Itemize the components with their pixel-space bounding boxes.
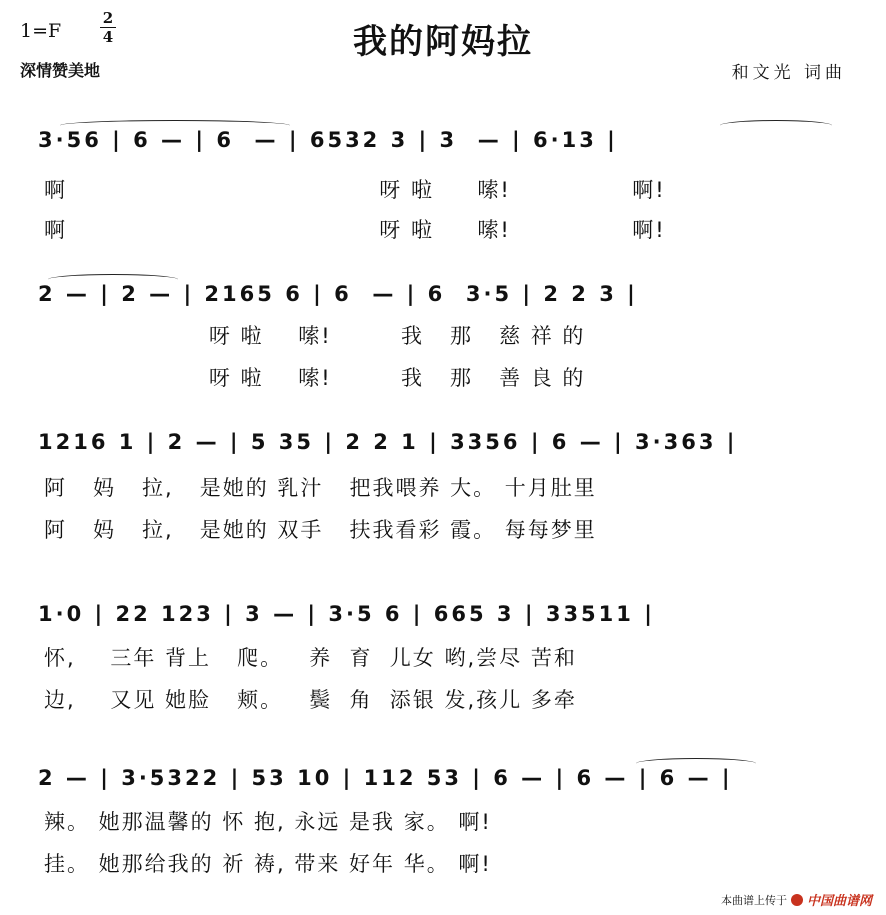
score-line-2 [0,282,886,322]
expression-mark: 深情赞美地 [20,61,101,80]
lyric-1-verse-1: 啊 呀 啦 嗦! 啊! [44,178,666,202]
meter-top: 2 [102,9,114,27]
lyric-2-verse-1: 呀 啦 嗦! 我 那 慈 祥 的 [44,324,586,348]
lyric-3-verse-1: 阿 妈 拉, 是她的 乳汁 把我喂养 大。 十月肚里 [44,476,597,500]
lyric-2-verse-2: 呀 啦 嗦! 我 那 善 良 的 [44,366,586,390]
site-footer [721,890,872,909]
notation-line-4: 1·0 | 22 123 | 3 — | 3·5 6 | 665 3 | 33511 | [38,602,655,626]
score-line-5 [0,766,886,806]
lyric-5-verse-1: 辣。 她那温馨的 怀 抱, 永远 是我 家。 啊! [44,810,492,834]
lyric-1-verse-2: 啊 呀 啦 嗦! 啊! [44,218,666,242]
credit: 和文光 词曲 [731,63,846,83]
score-line-1 [0,128,886,168]
score-line-3 [0,430,886,470]
logo-icon [791,894,803,906]
lyric-4-verse-2: 边, 又见 她脸 颊。 鬓 角 添银 发,孩儿 多牵 [44,688,577,712]
meter-bottom: 4 [102,28,114,46]
upload-note: 本曲谱上传于 [720,893,787,907]
lyric-5-verse-2: 挂。 她那给我的 祈 祷, 带来 好年 华。 啊! [44,852,492,876]
notation-line-5: 2 — | 3·5322 | 53 10 | 112 53 | 6 — | 6 — | 6 — | [38,766,733,790]
key-signature: 1=F [20,20,62,42]
notation-line-3: 1216 1 | 2 — | 5 35 | 2 2 1 | 3356 | 6 — | 3·363 | [38,430,738,454]
lyric-3-verse-2: 阿 妈 拉, 是她的 双手 扶我看彩 霞。 每每梦里 [44,518,597,542]
site-logo[interactable]: 中国曲谱网 [806,894,872,909]
score-line-4 [0,602,886,642]
lyric-4-verse-1: 怀, 三年 背上 爬。 养 育 儿女 哟,尝尽 苦和 [44,646,577,670]
song-title: 我的阿妈拉 [353,22,533,62]
notation-line-1: 3·56 | 6 — | 6 — | 6532 3 | 3 — | 6·13 | [38,128,618,152]
notation-line-2: 2 — | 2 — | 2165 6 | 6 — | 6 3·5 | 2 2 3 | [38,282,638,306]
